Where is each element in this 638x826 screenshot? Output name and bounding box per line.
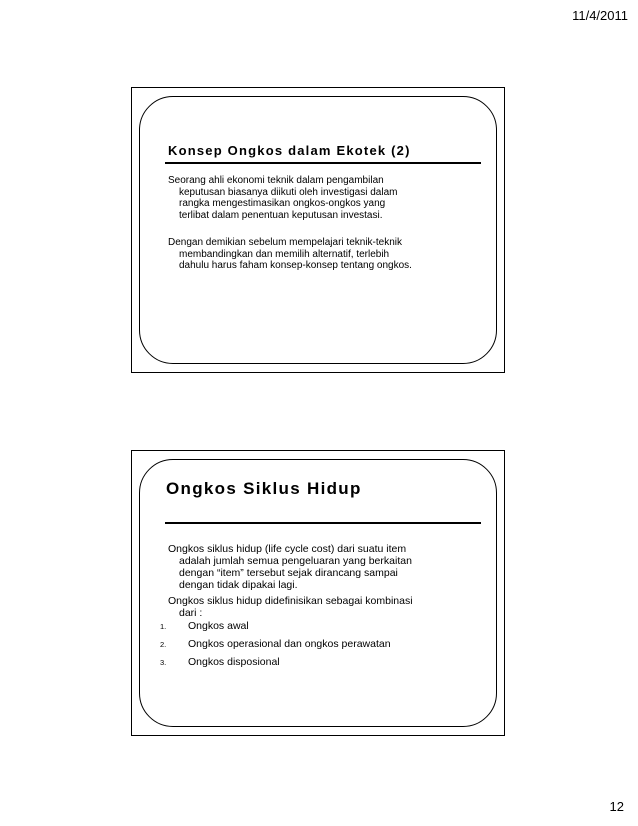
slide-2-rounded-border: [139, 459, 497, 727]
list-item-text: Ongkos awal: [188, 620, 249, 632]
list-item-number: 2.: [160, 640, 167, 649]
text-line: Ongkos siklus hidup didefinisikan sebagai kombinasi: [168, 595, 413, 607]
slide-1-paragraph-2: [168, 237, 468, 272]
page-number: 12: [609, 799, 624, 814]
text-line: dahulu harus faham konsep-konsep tentang ongkos.: [179, 260, 412, 271]
text-line: dengan tidak dipakai lagi.: [179, 579, 298, 591]
text-line: terlibat dalam penentuan keputusan investasi.: [179, 209, 383, 221]
slide-2: [131, 450, 505, 736]
text-line: rangka mengestimasikan ongkos-ongkos yang: [179, 198, 386, 209]
slide-1: [131, 87, 505, 373]
slide-1-title: Konsep Ongkos dalam Ekotek (2): [168, 143, 411, 158]
slide-1-paragraph-1: [168, 175, 468, 221]
list-item: [160, 620, 480, 638]
slide-2-numbered-list: [160, 620, 480, 674]
list-item-number: 1.: [160, 622, 167, 631]
slide-2-paragraph-1: [168, 543, 468, 591]
text-line: Dengan demikian sebelum mempelajari teknik-teknik: [168, 237, 402, 248]
print-date: 11/4/2011: [572, 8, 628, 23]
slide-1-title-rule: [165, 162, 481, 164]
list-item: [160, 656, 480, 674]
list-item-text: Ongkos disposional: [188, 656, 280, 668]
list-item-text: Ongkos operasional dan ongkos perawatan: [188, 638, 391, 650]
text-line: Ongkos siklus hidup (life cycle cost) dari suatu item: [168, 543, 407, 555]
slide-2-paragraph-2: [168, 595, 468, 619]
text-line: dari :: [179, 607, 203, 619]
list-item: [160, 638, 480, 656]
text-line: dengan “item” tersebut sejak dirancang sampai: [179, 567, 398, 579]
slide-1-rounded-border: [139, 96, 497, 364]
text-line: membandingkan dan memilih alternatif, terlebih: [179, 248, 390, 260]
text-line: keputusan biasanya diikuti oleh investigasi dalam: [179, 186, 398, 198]
text-line: adalah jumlah semua pengeluaran yang berkaitan: [179, 555, 412, 567]
slide-2-title: Ongkos Siklus Hidup: [166, 479, 362, 498]
slide-2-title-rule: [165, 522, 481, 524]
list-item-number: 3.: [160, 658, 167, 667]
text-line: Seorang ahli ekonomi teknik dalam pengambilan: [168, 175, 384, 186]
